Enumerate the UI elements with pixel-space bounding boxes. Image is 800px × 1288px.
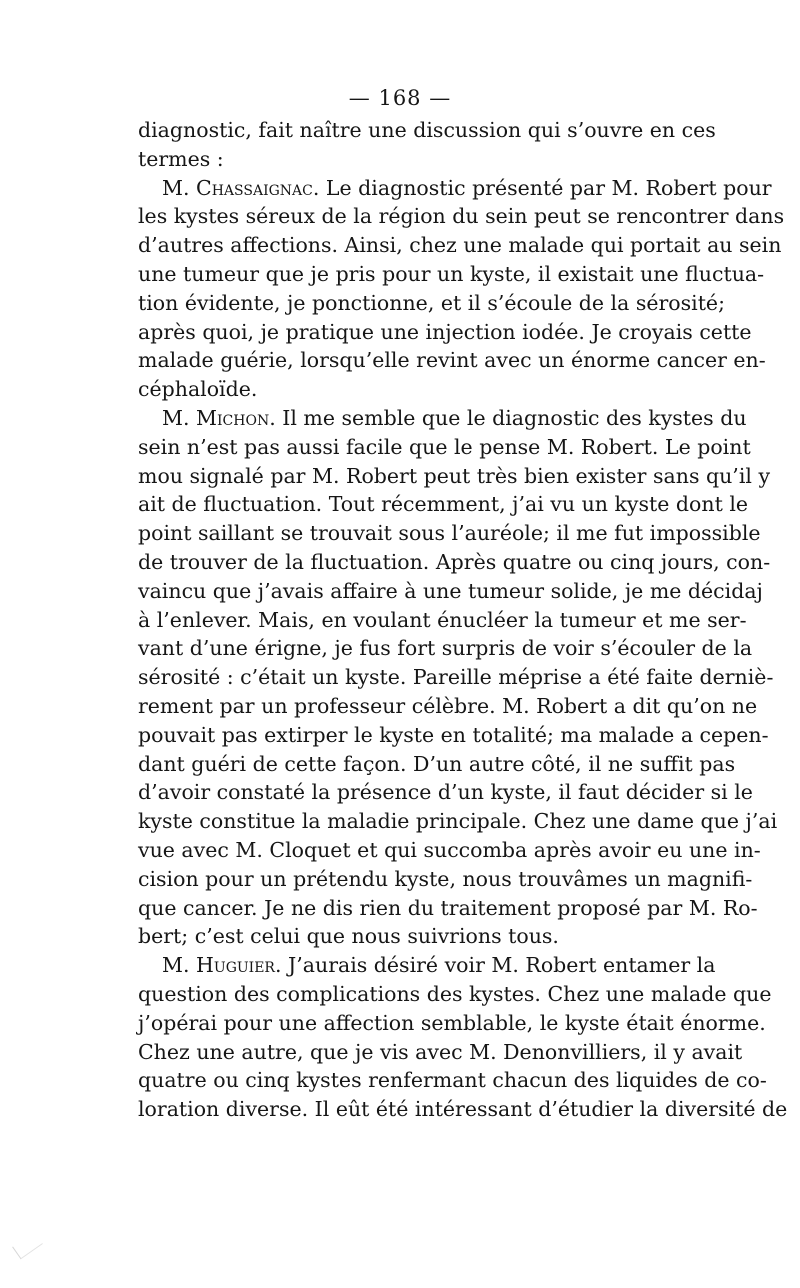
- text-line: sein n’est pas aussi facile que le pense M. Robert. Le point: [138, 434, 751, 459]
- text-line: vue avec M. Cloquet et qui succomba après avoir eu une in-: [138, 837, 761, 862]
- text-line: de trouver de la fluctuation. Après quatre ou cinq jours, con-: [138, 549, 771, 574]
- text-line: à l’enlever. Mais, en voulant énucléer la tumeur et me ser-: [138, 607, 747, 632]
- text-line: cision pour un prétendu kyste, nous trouvâmes un magnifi-: [138, 866, 753, 891]
- text-line: dant guéri de cette façon. D’un autre côté, il ne suffit pas: [138, 751, 736, 776]
- text-line: une tumeur que je pris pour un kyste, il existait une fluctua-: [138, 261, 765, 286]
- speaker-name: M. Chassaignac.: [162, 175, 320, 200]
- text-line: céphaloïde.: [138, 377, 258, 402]
- text-line: bert; c’est celui que nous suivrions tous.: [138, 924, 559, 949]
- text-line: j’opérai pour une affection semblable, le kyste était énorme.: [138, 1010, 766, 1035]
- body-text: [138, 116, 788, 1124]
- text-line: diagnostic, fait naître une discussion qui s’ouvre en ces: [138, 118, 716, 142]
- paper-speck-mark: [12, 1232, 43, 1260]
- speaker-name: M. Huguier.: [162, 953, 282, 978]
- text-line: loration diverse. Il eût été intéressant d’étudier la diversité de: [138, 1097, 788, 1122]
- text-line: mou signalé par M. Robert peut très bien exister sans qu’il y: [138, 463, 771, 488]
- text-line: kyste constitue la maladie principale. Chez une dame que j’ai: [138, 809, 778, 834]
- text-line: que cancer. Je ne dis rien du traitement proposé par M. Ro-: [138, 895, 758, 920]
- text-line: d’autres affections. Ainsi, chez une malade qui portait au sein: [138, 233, 782, 258]
- text-line: vant d’une érigne, je fus fort surpris de voir s’écouler de la: [138, 636, 753, 661]
- text-line-content: Il me semble que le diagnostic des kystes du: [282, 405, 747, 430]
- text-line: [138, 951, 716, 980]
- text-line-content: Le diagnostic présenté par M. Robert pour: [325, 175, 772, 200]
- text-line: rement par un professeur célèbre. M. Robert a dit qu’on ne: [138, 693, 758, 718]
- text-line: termes :: [138, 146, 224, 171]
- speaker-name: M. Michon.: [162, 405, 276, 430]
- text-line: quatre ou cinq kystes renfermant chacun des liquides de co-: [138, 1068, 767, 1093]
- text-line: ait de fluctuation. Tout récemment, j’ai vu un kyste dont le: [138, 492, 749, 517]
- text-line: sérosité : c’était un kyste. Pareille méprise a été faite derniè-: [138, 665, 774, 690]
- text-line: Chez une autre, que je vis avec M. Denonvilliers, il y avait: [138, 1039, 743, 1064]
- text-line: point saillant se trouvait sous l’auréole; il me fut impossible: [138, 521, 761, 546]
- text-line: vaincu que j’avais affaire à une tumeur solide, je me décidaj: [138, 578, 763, 603]
- text-line: [138, 404, 747, 433]
- text-line-content: J’aurais désiré voir M. Robert entamer la: [288, 953, 716, 978]
- text-line: tion évidente, je ponctionne, et il s’écoule de la sérosité;: [138, 290, 725, 315]
- text-line: [138, 174, 772, 203]
- page-number: — 168 —: [348, 86, 452, 110]
- text-line: malade guérie, lorsqu’elle revint avec un énorme cancer en-: [138, 348, 766, 373]
- text-line: pouvait pas extirper le kyste en totalité; ma malade a cepen-: [138, 722, 769, 747]
- text-line: les kystes séreux de la région du sein peut se rencontrer dans: [138, 204, 785, 229]
- text-line: d’avoir constaté la présence d’un kyste, il faut décider si le: [138, 780, 753, 805]
- text-line: après quoi, je pratique une injection iodée. Je croyais cette: [138, 319, 752, 344]
- text-line: question des complications des kystes. Chez une malade que: [138, 981, 772, 1006]
